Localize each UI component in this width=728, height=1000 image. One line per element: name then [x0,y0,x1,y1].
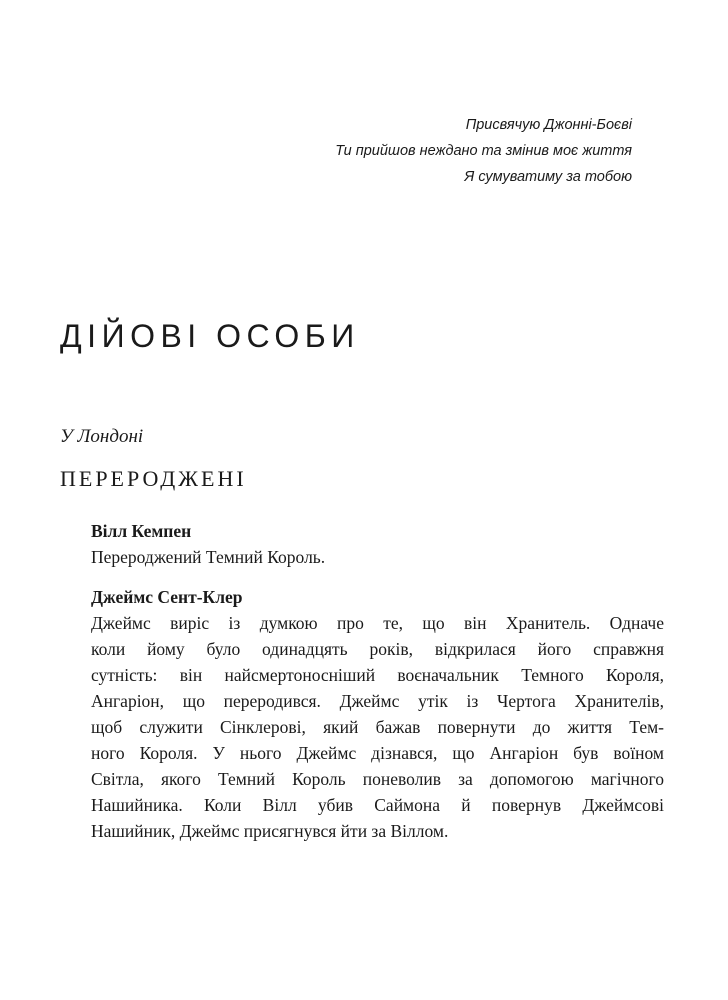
dedication-line: Ти прийшов нежданo та змінив моє життя [335,143,632,159]
description-line: Ангаріон, що переродився. Джеймс утік із Чертога Хранителів, [91,691,664,711]
description-line: Джеймс виріс із думкою про те, що він Хранитель. Одначе [91,613,664,633]
character-description [60,610,664,844]
description-line: Нашийник, Джеймс присягнувся йти за Віллом. [91,821,449,841]
character-name: Джеймс Сент-Клер [91,587,243,607]
character-entry [60,584,664,844]
chapter-title: ДІЙОВІ ОСОБИ [60,318,360,354]
description-line: Нашийника. Коли Вілл убив Саймона й повернув Джеймсові [91,795,664,815]
description-line: ного Короля. У нього Джеймс дізнався, що Ангаріон був воїном [91,743,664,763]
description-line: щоб служити Сінклерові, який бажав повернути до життя Тем- [91,717,664,737]
character-description [60,544,664,570]
description-line: Перероджений Темний Король. [91,547,326,567]
group-title: ПЕРЕРОДЖЕНІ [60,466,247,491]
location-heading: У Лондоні [60,426,144,447]
dedication-line: Присвячую Джонні-Боєві [465,117,632,133]
character-entry [60,518,664,570]
character-name: Вілл Кемпен [91,521,192,541]
dedication [335,112,632,190]
description-line: сутність: він найсмертоносніший воєначальник Темного Короля, [91,665,664,685]
dedication-line: Я сумуватиму за тобою [464,169,632,185]
description-line: коли йому було одинадцять років, відкрилася його справжня [91,639,664,659]
description-line: Світла, якого Темний Король поневолив за допомогою магічного [91,769,664,789]
